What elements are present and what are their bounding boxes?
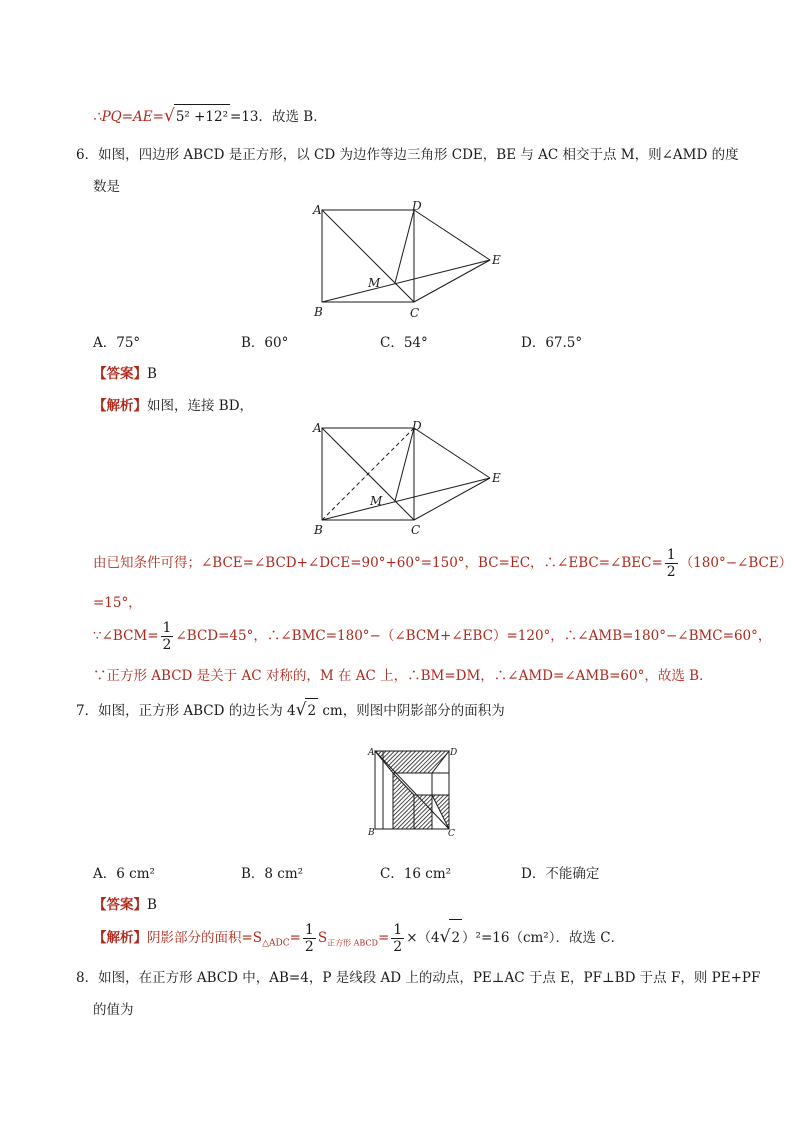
half-fraction: $\frac{1}{2}$ — [666, 547, 676, 580]
q6-answer-tag: 【答案】 — [93, 366, 147, 382]
q6-label-a: A — [313, 203, 322, 217]
q6-stem-line1 — [76, 143, 739, 163]
q7-option-a: A．6 cm² — [93, 866, 155, 882]
q6a-label-d: D — [412, 419, 422, 433]
half-fraction: $\frac{1}{2}$ — [162, 620, 172, 653]
q6-option-b: B．60° — [241, 335, 289, 351]
prev-solution-prefix: ∴PQ=AE= — [93, 109, 164, 125]
q6-stem-text: 如图，四边形 ABCD 是正方形，以 CD 为边作等边三角形 CDE，BE 与 AC 相交于点 M，则∠AMD 的度 — [98, 147, 739, 163]
q6a-side-de — [414, 428, 490, 478]
q7-option-c: C．16 cm² — [380, 866, 452, 882]
q6-label-c: C — [410, 306, 420, 320]
prev-solution-result: =13．故选 B． — [230, 109, 327, 125]
q6-step2 — [93, 618, 771, 654]
q6-step1-a: 由已知条件可得；∠BCE=∠BCD+∠DCE=90°+60°=150°，BC=EC，∴∠EBC=∠BEC= — [93, 555, 663, 571]
q8-stem-line1 — [76, 966, 760, 986]
q6-label-e: E — [492, 253, 501, 267]
q8-stem-text: 如图，在正方形 ABCD 中，AB=4，P 是线段 AD 上的动点，PE⊥AC 于点 E，PF⊥BD 于点 F，则 PE+PF — [98, 970, 761, 986]
prev-solution-line — [93, 104, 327, 128]
q6-option-a: A．75° — [93, 335, 141, 351]
q8-number: 8． — [76, 970, 99, 986]
q6-number: 6． — [76, 147, 99, 163]
q6-step1-c: =15°， — [93, 595, 142, 611]
q7-number: 7． — [76, 703, 99, 719]
q7-stem-radicand: 2 — [305, 698, 318, 723]
sqrt-sign: √ — [163, 106, 175, 126]
q6-analysis-text: 如图，连接 BD， — [147, 398, 254, 414]
q7-analysis-radicand: 2 — [449, 919, 462, 956]
half-fraction: $\frac{1}{2}$ — [393, 922, 403, 955]
q6a-line-be — [322, 478, 490, 520]
q6a-label-c: C — [411, 523, 421, 537]
q7-answer-tag: 【答案】 — [93, 897, 147, 913]
q6-step3: ∵正方形 ABCD 是关于 AC 对称的，M 在 AC 上，∴BM=DM，∴∠AMD=∠AMB=60°，故选 B． — [93, 668, 713, 684]
q6-analysis-tag: 【解析】 — [93, 398, 147, 414]
q6-label-m: M — [368, 276, 381, 290]
q6-option-c: C．54° — [380, 335, 428, 351]
q6-step2-b: ∠BCD=45°，∴∠BMC=180°−（∠BCM+∠EBC）=120°，∴∠AMB=180°−∠BMC=60°， — [175, 628, 772, 644]
q6-line-be — [322, 260, 490, 302]
q7-label-b: B — [368, 828, 375, 837]
q8-stem-line2: 的值为 — [93, 1002, 134, 1018]
q6-answer — [93, 362, 157, 382]
q6-analysis-figure — [305, 418, 515, 540]
q6-step1 — [93, 545, 792, 581]
q6a-line-dm — [395, 428, 414, 501]
q7-stem-b: cm，则图中阴影部分的面积为 — [322, 703, 505, 719]
q6-analysis-intro — [93, 394, 253, 414]
q6-side-ce — [414, 260, 490, 302]
q7-answer — [93, 893, 157, 913]
q7-label-c: C — [448, 829, 455, 837]
q6-side-de — [414, 210, 490, 260]
q6-stem-line2: 数是 — [93, 179, 120, 195]
q6a-label-e: E — [492, 471, 501, 485]
q6-figure — [305, 200, 515, 322]
q7-shade-right — [432, 795, 449, 829]
q7-analysis-sub2: 正方形 ABCD — [327, 938, 378, 948]
q7-label-d: D — [450, 748, 458, 758]
q7-answer-value: B — [147, 897, 157, 913]
q7-analysis-a: 阴影部分的面积=S — [147, 930, 263, 946]
q6-option-d: D．67.5° — [521, 335, 583, 351]
q6a-label-m: M — [370, 494, 383, 508]
prev-solution-radicand: 5² +12² — [174, 104, 230, 129]
q7-figure — [366, 745, 462, 837]
q7-shade-mid — [414, 795, 432, 829]
q6-label-d: D — [412, 200, 422, 213]
q7-stem-a: 如图，正方形 ABCD 的边长为 4 — [98, 703, 296, 719]
q7-option-d: D．不能确定 — [521, 866, 600, 882]
q6-line-dm — [395, 210, 414, 283]
sqrt-sign: √ — [295, 700, 307, 720]
q7-stem — [76, 698, 505, 722]
q6a-label-b: B — [314, 523, 323, 537]
q7-analysis: 【解析】阴影部分的面积$=S_{\triangle ADC}=$ $\frac{1}{2}$ $S_{正方形 ABCD}=$ $\frac{1}{2}$ ×（4√2 ）²=16（cm²）．故选 C． — [93, 919, 624, 955]
q6a-side-ce — [414, 478, 490, 520]
q7-label-a: A — [368, 748, 375, 758]
q6-label-b: B — [314, 305, 323, 319]
q7-analysis-sub1: △ADC — [262, 938, 290, 949]
half-fraction: $\frac{1}{2}$ — [304, 922, 314, 955]
q6-step1-b: （180°−∠BCE） — [679, 555, 793, 571]
q7-analysis-tag: 【解析】 — [93, 930, 147, 946]
q6-answer-value: B — [147, 366, 157, 382]
q6a-label-a: A — [313, 421, 322, 435]
q7-option-b: B．8 cm² — [241, 866, 304, 882]
q6-step2-a: ∵∠BCM= — [93, 628, 159, 644]
